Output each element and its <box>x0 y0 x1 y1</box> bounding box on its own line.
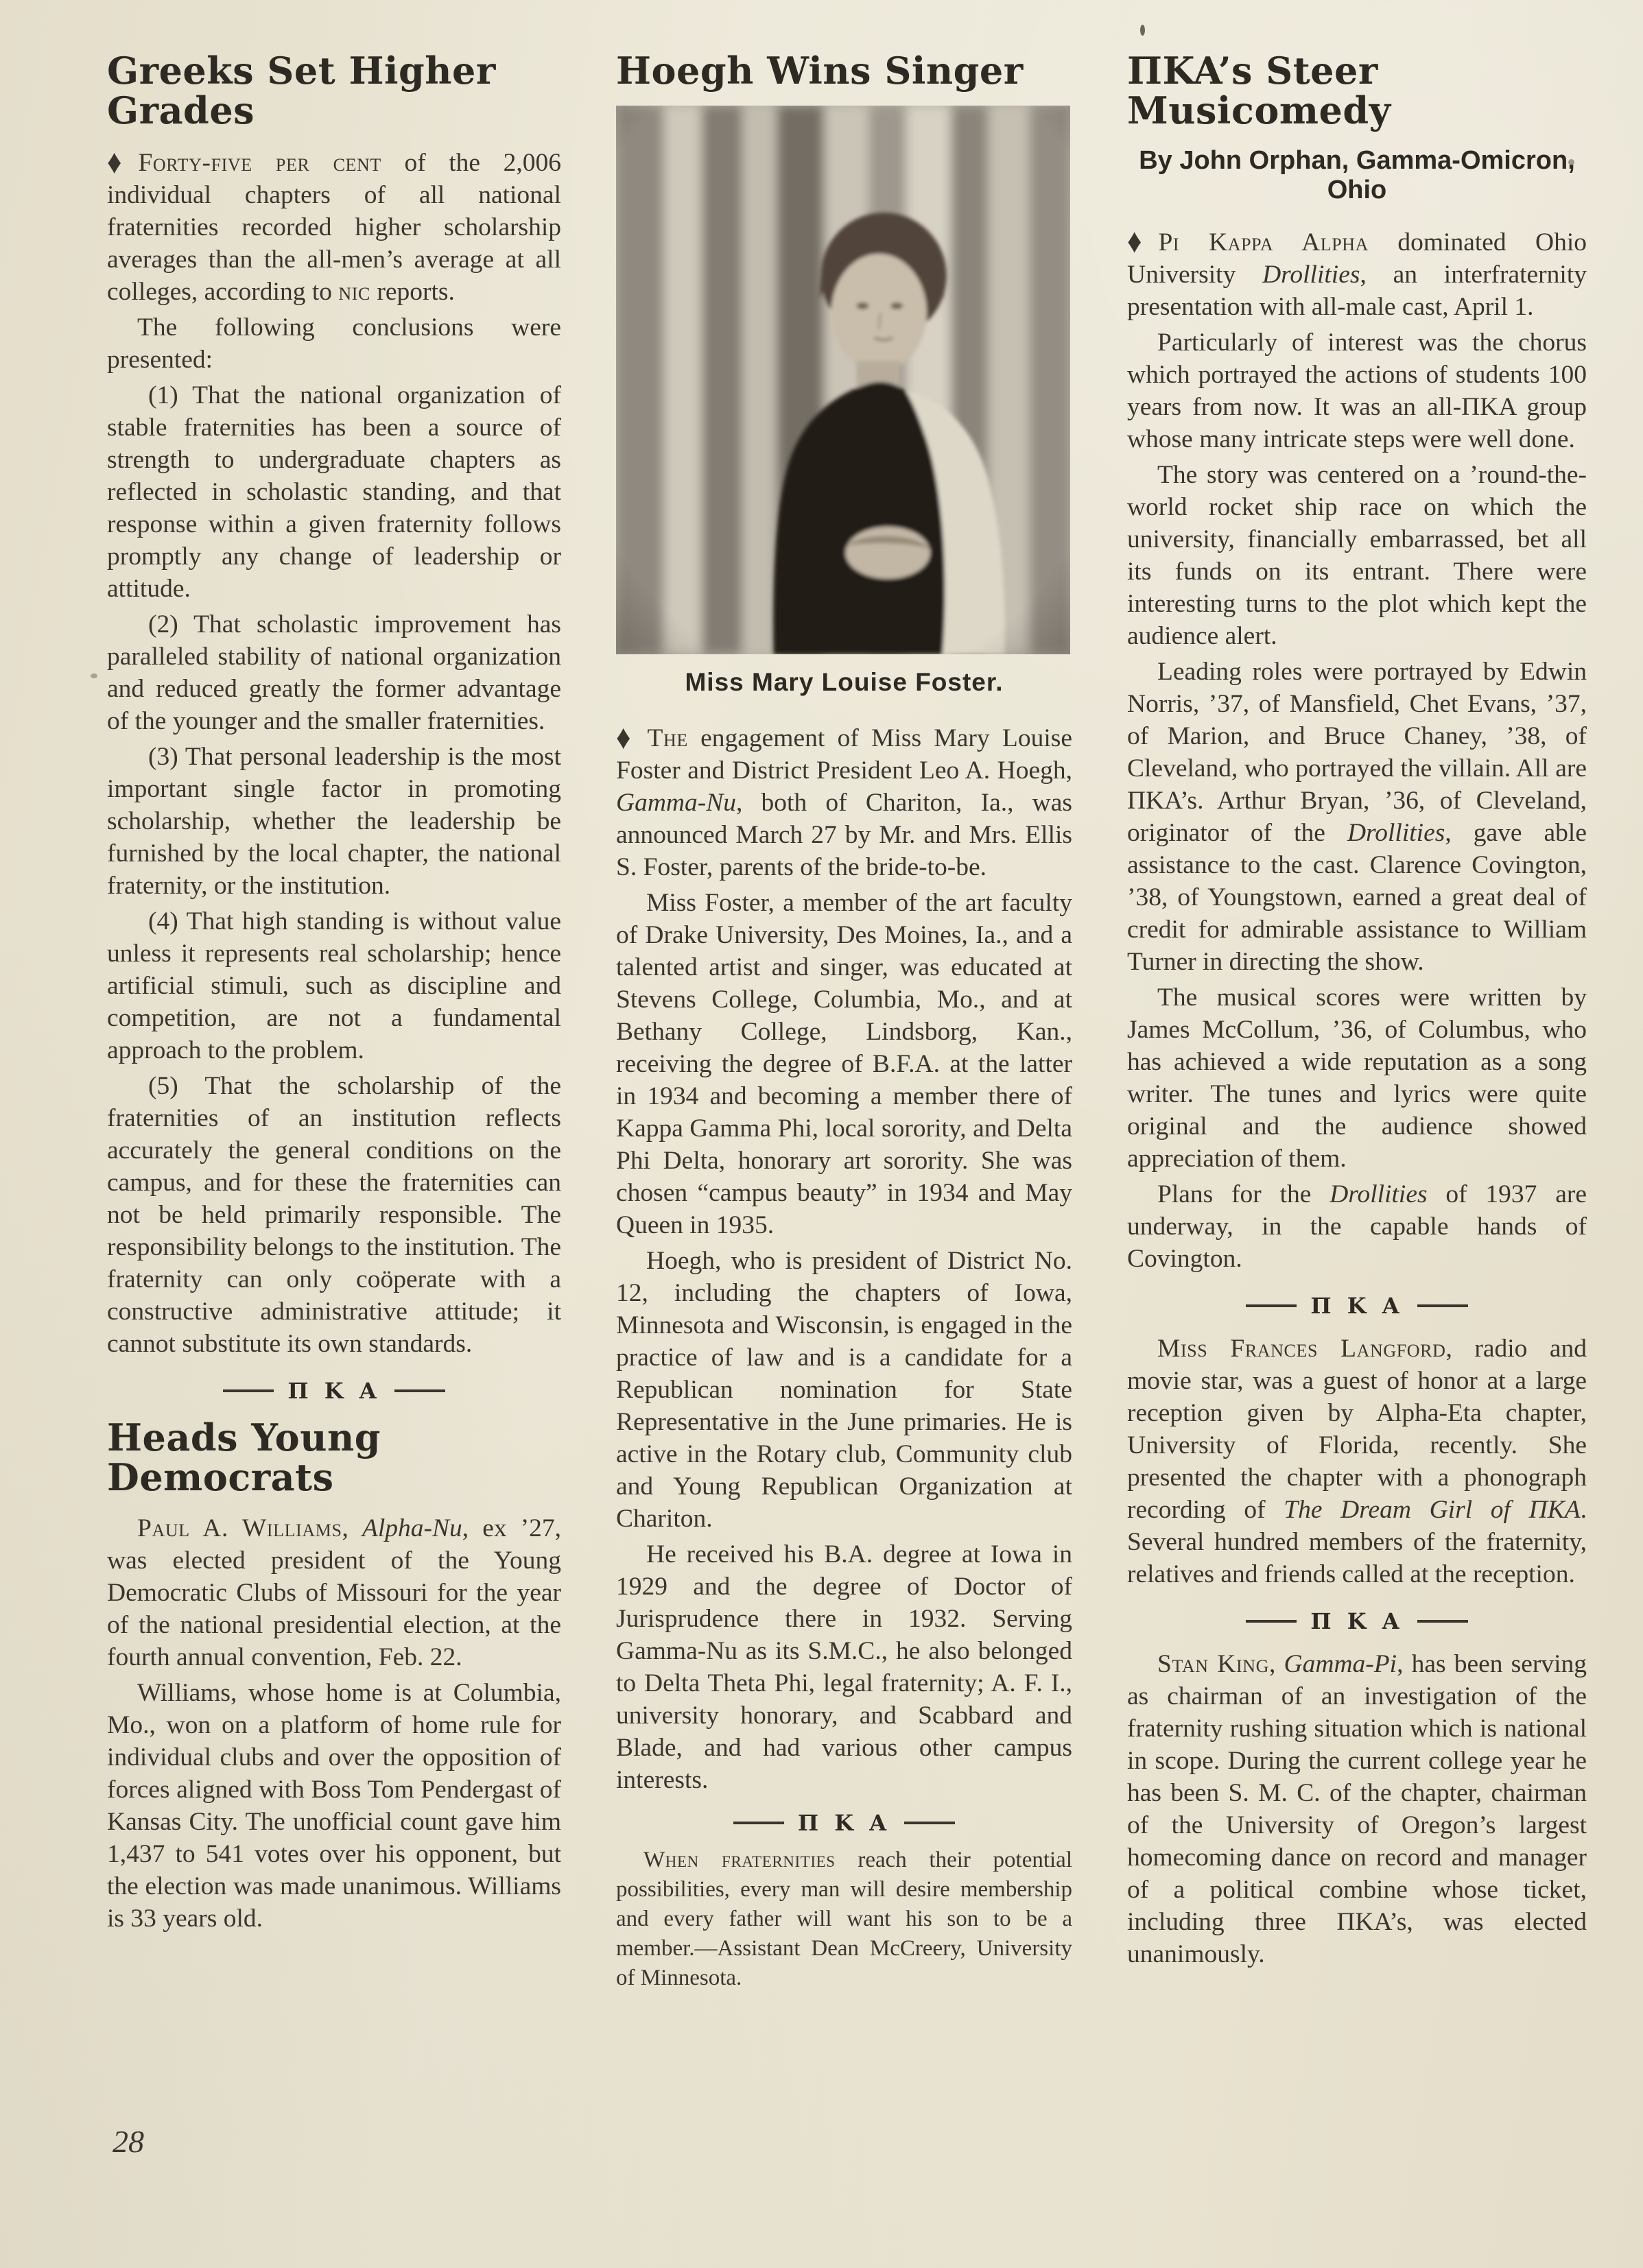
column-2 <box>616 51 1072 1996</box>
diamond-icon: ♦ <box>1127 223 1142 261</box>
diamond-icon: ♦ <box>616 719 631 757</box>
pka-divider-label: Π K A <box>1310 1608 1404 1634</box>
paragraph-conclusion-4: (4) That high standing is without value unless it represents real scholarship; hence artificial stimuli, such as discipline and competition, are not a fundamental approach to the problem. <box>107 907 561 1064</box>
paragraph-frances-langford: Miss Frances Langford, radio and movie star, was a guest of honor at a large reception given by Alpha-Eta chapter, University of Florida, recently. She presented the chapter with a phonograph recording of The Dream Girl of ΠKA. Several hundred members of the fraternity, relatives and friends called at the reception. <box>1127 1334 1587 1588</box>
page-number: 28 <box>113 2124 144 2159</box>
divider-line <box>1246 1304 1297 1307</box>
article-title-heads-young-democrats: Heads Young Democrats <box>107 1415 381 1499</box>
pka-divider-label: Π K A <box>797 1810 891 1837</box>
filler-quote-paragraph: When fraternities reach their potential possibilities, every man will desire membership and every father will want his son to be a member.—Assistant Dean McCreery, University of Minnesota. <box>616 1848 1072 1991</box>
three-column-layout <box>107 51 1587 1996</box>
scan-speck <box>91 673 97 678</box>
pka-divider-label: Π K A <box>287 1377 381 1404</box>
paragraph-text: The engagement of Miss Mary Louise Foster and District President Leo A. Hoegh, Gamma-Nu, both of Chariton, Ia., was announced March 27 by Mr. and Mrs. Ellis S. Foster, parents of the bride-to-be. <box>616 724 1072 882</box>
column-3 <box>1127 51 1587 1996</box>
pka-divider-label: Π K A <box>1310 1292 1404 1319</box>
byline: By John Orphan, Gamma-Omicron, Ohio <box>1139 145 1575 204</box>
paragraph: Williams, whose home is at Columbia, Mo., won on a platform of home rule for individual clubs and over the opposition of forces aligned with Boss Tom Pendergast of Kansas City. The unofficial count gave him 1,437 to 541 votes over his opponent, but the election was made unanimous. Williams is 33 years old. <box>107 1679 561 1933</box>
divider-line <box>1417 1620 1468 1623</box>
paragraph-text: Forty-five per cent of the 2,006 individual chapters of all national fraternities recorded higher scholarship averages than the all-men’s average at all colleges, according to nic reports. <box>107 148 561 306</box>
paragraph: Plans for the Drollities of 1937 are underway, in the capable hands of Covington. <box>1127 1180 1587 1273</box>
scan-speck <box>1140 25 1145 36</box>
paragraph: Particularly of interest was the chorus which portrayed the actions of students 100 years from now. It was an all-ΠKA group whose many intricate steps were well done. <box>1127 328 1587 453</box>
divider-line <box>394 1389 445 1392</box>
photo-caption: Miss Mary Louise Foster. <box>685 668 1004 697</box>
column-1 <box>107 51 561 1996</box>
lead-paragraph <box>1127 223 1587 323</box>
paragraph-text: Pi Kappa Alpha dominated Ohio University Drollities, an interfraternity presentation with all-male cast, April 1. <box>1127 228 1587 321</box>
article-title-pka-steer-musicomedy: ΠKA’s Steer Musicomedy <box>1127 49 1391 133</box>
woman-portrait-illustration <box>616 106 1070 654</box>
article-title-hoegh-wins-singer: Hoegh Wins Singer <box>616 49 1024 93</box>
divider-line <box>1246 1620 1297 1623</box>
pka-divider <box>1127 1608 1587 1634</box>
paragraph-stan-king: Stan King, Gamma-Pi, has been serving as chairman of an investigation of the fraternity rushing situation which is national in scope. During the current college year he has been S. M. C. of the chapter, chairman of the University of Oregon’s largest homecoming dance on record and manager of a political combine whose ticket, including three ΠKA’s, was elected unanimously. <box>1127 1649 1587 1968</box>
pka-divider <box>1127 1293 1587 1319</box>
divider-line <box>223 1389 274 1392</box>
diamond-icon: ♦ <box>107 143 122 181</box>
paragraph: Hoegh, who is president of District No. 12, including the chapters of Iowa, Minnesota and Wisconsin, is engaged in the practice of law and is a candidate for a Republican nomination for State Representative in the June primaries. He is active in the Rotary club, Community club and Young Republican Organization at Chariton. <box>616 1247 1072 1533</box>
photo-mary-louise-foster <box>616 106 1070 654</box>
paragraph-conclusion-2: (2) That scholastic improvement has paralleled stability of national organization and reduced greatly the former advantage of the younger and the smaller fraternities. <box>107 610 561 735</box>
paragraph: He received his B.A. degree at Iowa in 1929 and the degree of Doctor of Jurisprudence there in 1932. Serving Gamma-Nu as its S.M.C., he also belonged to Delta Theta Phi, legal fraternity; A. F. I., university honorary, and Scabbard and Blade, and had various other campus interests. <box>616 1540 1072 1795</box>
paragraph: The following conclusions were presented: <box>107 313 561 374</box>
pka-divider <box>616 1810 1072 1836</box>
paragraph: Paul A. Williams, Alpha-Nu, ex ’27, was elected president of the Young Democratic Clubs of Missouri for the year of the national presidential election, at the fourth annual convention, Feb. 22. <box>107 1514 562 1672</box>
divider-line <box>1417 1304 1468 1307</box>
paragraph: Leading roles were portrayed by Edwin Norris, ’37, of Mansfield, Chet Evans, ’37, of Marion, and Bruce Chaney, ’38, of Cleveland, who portrayed the villain. All are ΠKA’s. Arthur Bryan, ’36, of Cleveland, originator of the Drollities, gave able assistance to the cast. Clarence Covington, ’38, of Youngstown, earned a great deal of credit for admirable assistance to William Turner in directing the show. <box>1127 657 1587 976</box>
lead-paragraph <box>616 721 1072 883</box>
paragraph: Miss Foster, a member of the art faculty of Drake University, Des Moines, Ia., and a talented artist and singer, was educated at Stevens College, Columbia, Mo., and at Bethany College, Lindsborg, Kan., receiving the degree of B.F.A. at the latter in 1934 and becoming a member there of Kappa Gamma Phi, local sorority, and Delta Phi Delta, honorary art sorority. She was chosen “campus beauty” in 1934 and May Queen in 1935. <box>616 889 1072 1240</box>
paragraph: The story was centered on a ’round-the-world rocket ship race on which the university, financially embarrassed, bet all its funds on its entrant. There were interesting turns to the plot which kept the audience alert. <box>1127 460 1587 650</box>
pka-divider <box>107 1378 561 1404</box>
paragraph: The musical scores were written by James McCollum, ’36, of Columbus, who has achieved a wide reputation as a song writer. The tunes and lyrics were quite original and the audience showed appreciation of them. <box>1127 983 1587 1173</box>
article-title-greeks-set-higher-grades: Greeks Set Higher Grades <box>107 49 496 133</box>
paragraph-conclusion-1: (1) That the national organization of stable fraternities has been a source of strength to undergraduate chapters as reflected in scholastic standing, and that response within a given fraternity follows promptly any change of leadership or attitude. <box>107 381 561 603</box>
divider-line <box>733 1822 784 1824</box>
paragraph-conclusion-5: (5) That the scholarship of the fraternities of an institution reflects accurately the general conditions on the campus, and for these the fraternities can not be held primarily responsible. The responsibility belongs to the institution. The fraternity can only coöperate with a constructive administrative attitude; it cannot substitute its own standards. <box>107 1071 561 1358</box>
paragraph-conclusion-3: (3) That personal leadership is the most important single factor in promoting scholarship, whether the leadership be furnished by the local chapter, the national fraternity, or the institution. <box>107 742 561 900</box>
lead-paragraph <box>107 143 561 308</box>
divider-line <box>904 1822 955 1824</box>
